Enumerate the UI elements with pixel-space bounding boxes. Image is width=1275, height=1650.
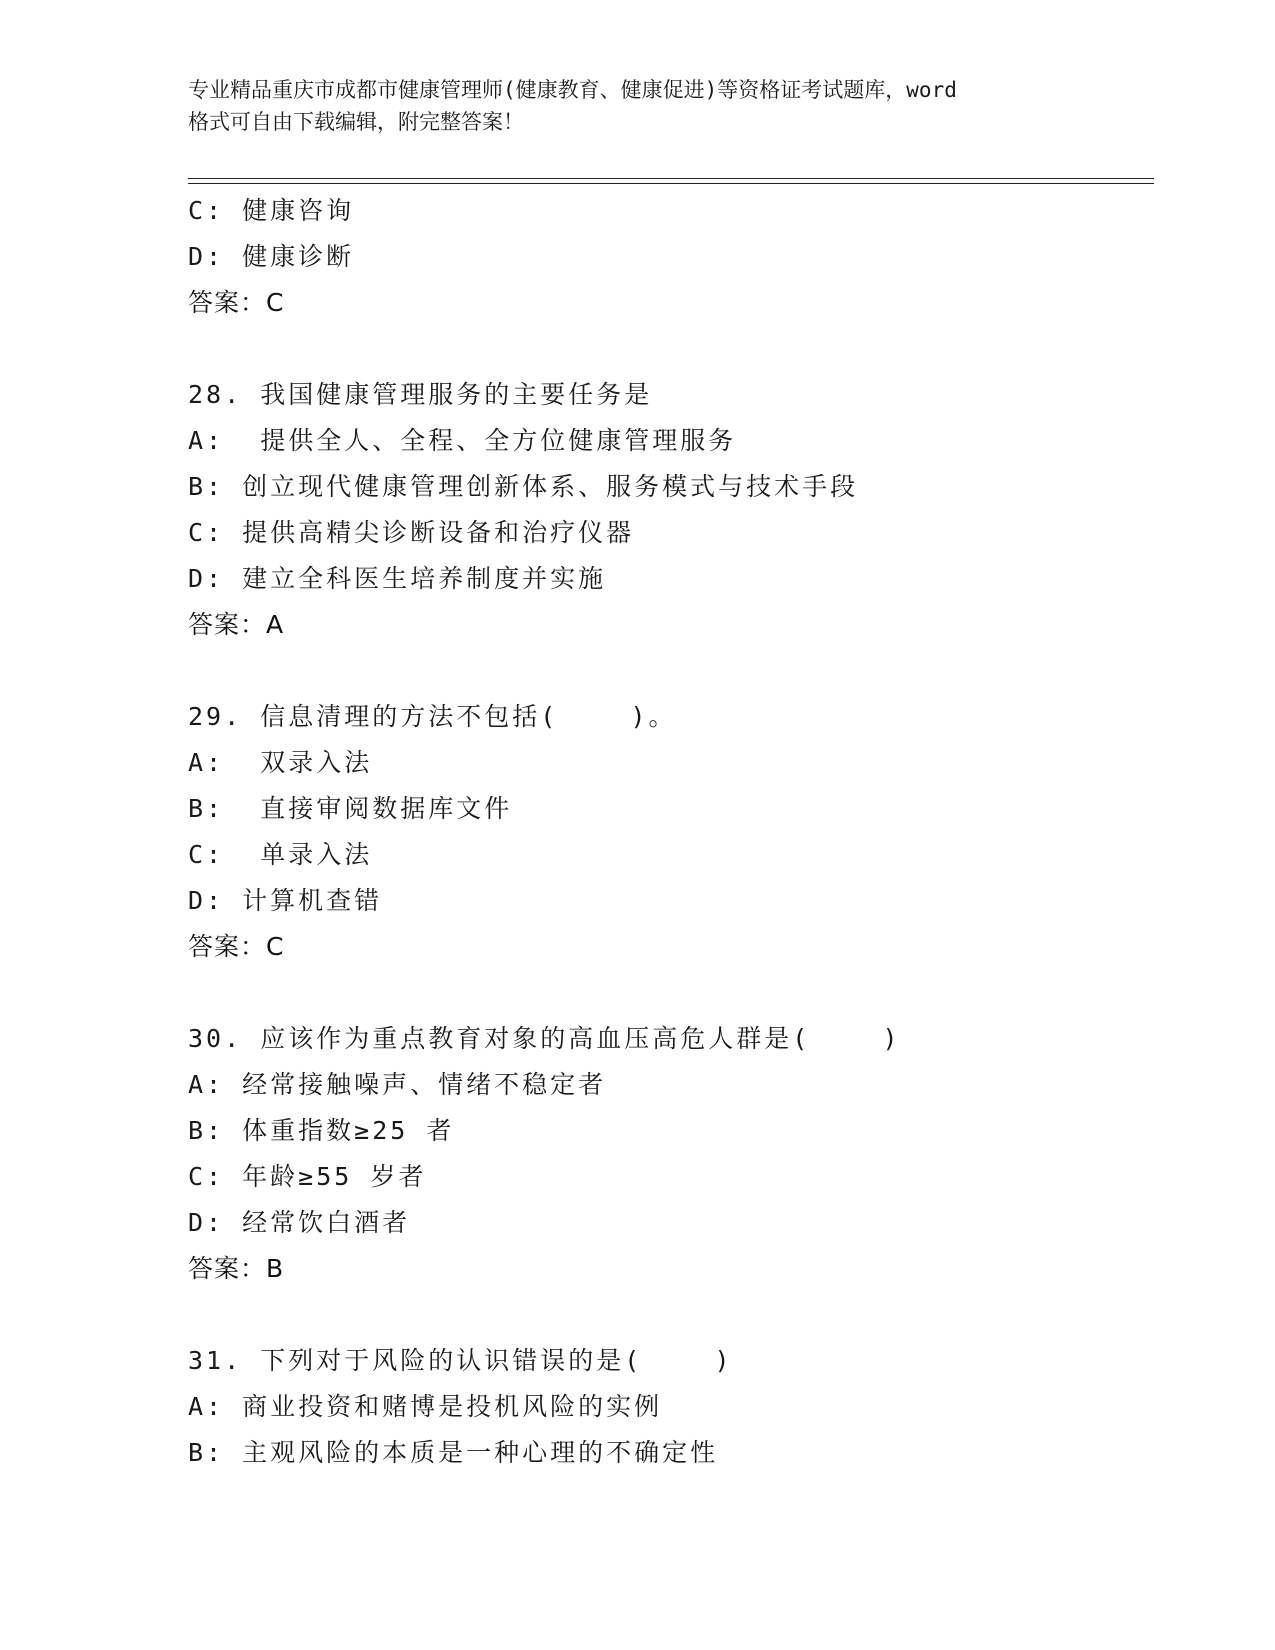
answer-line: 答案：A	[188, 610, 285, 639]
answer-line: 答案：B	[188, 1254, 285, 1283]
option-b: B: 创立现代健康管理创新体系、服务模式与技术手段	[188, 472, 859, 501]
question-block-28	[188, 372, 1148, 648]
question-text: 29. 信息清理的方法不包括( )。	[188, 702, 677, 731]
option-a: A: 提供全人、全程、全方位健康管理服务	[188, 426, 737, 455]
spacer	[188, 970, 1148, 1016]
option-d: D: 计算机查错	[188, 886, 383, 915]
question-text: 30. 应该作为重点教育对象的高血压高危人群是( )	[188, 1024, 901, 1053]
spacer	[188, 326, 1148, 372]
option-b: B: 直接审阅数据库文件	[188, 794, 513, 823]
option-b: B: 主观风险的本质是一种心理的不确定性	[188, 1438, 719, 1467]
option-c: C: 提供高精尖诊断设备和治疗仪器	[188, 518, 635, 547]
spacer	[188, 1292, 1148, 1338]
question-text: 28. 我国健康管理服务的主要任务是	[188, 380, 653, 409]
question-block-27	[188, 188, 1148, 326]
option-d: D: 健康诊断	[188, 242, 355, 271]
option-c: C: 年龄≥55 岁者	[188, 1162, 427, 1191]
header-line-1: 专业精品重庆市成都市健康管理师(健康教育、健康促进)等资格证考试题库，word	[188, 78, 957, 102]
question-block-29	[188, 694, 1148, 970]
header-rule-top	[188, 178, 1154, 179]
question-block-31	[188, 1338, 1148, 1476]
header-line-2: 格式可自由下载编辑，附完整答案！	[188, 110, 524, 134]
option-c: C: 健康咨询	[188, 196, 355, 225]
document-header	[188, 74, 1088, 138]
option-d: D: 建立全科医生培养制度并实施	[188, 564, 607, 593]
spacer	[188, 648, 1148, 694]
option-c: C: 单录入法	[188, 840, 373, 869]
answer-line: 答案：C	[188, 932, 285, 961]
option-a: A: 经常接触噪声、情绪不稳定者	[188, 1070, 607, 1099]
option-b: B: 体重指数≥25 者	[188, 1116, 455, 1145]
question-block-30	[188, 1016, 1148, 1292]
header-rule-bottom	[188, 183, 1154, 184]
option-d: D: 经常饮白酒者	[188, 1208, 411, 1237]
option-a: A: 商业投资和赌博是投机风险的实例	[188, 1392, 663, 1421]
answer-line: 答案：C	[188, 288, 285, 317]
question-list	[188, 188, 1148, 1476]
option-a: A: 双录入法	[188, 748, 373, 777]
question-text: 31. 下列对于风险的认识错误的是( )	[188, 1346, 733, 1375]
